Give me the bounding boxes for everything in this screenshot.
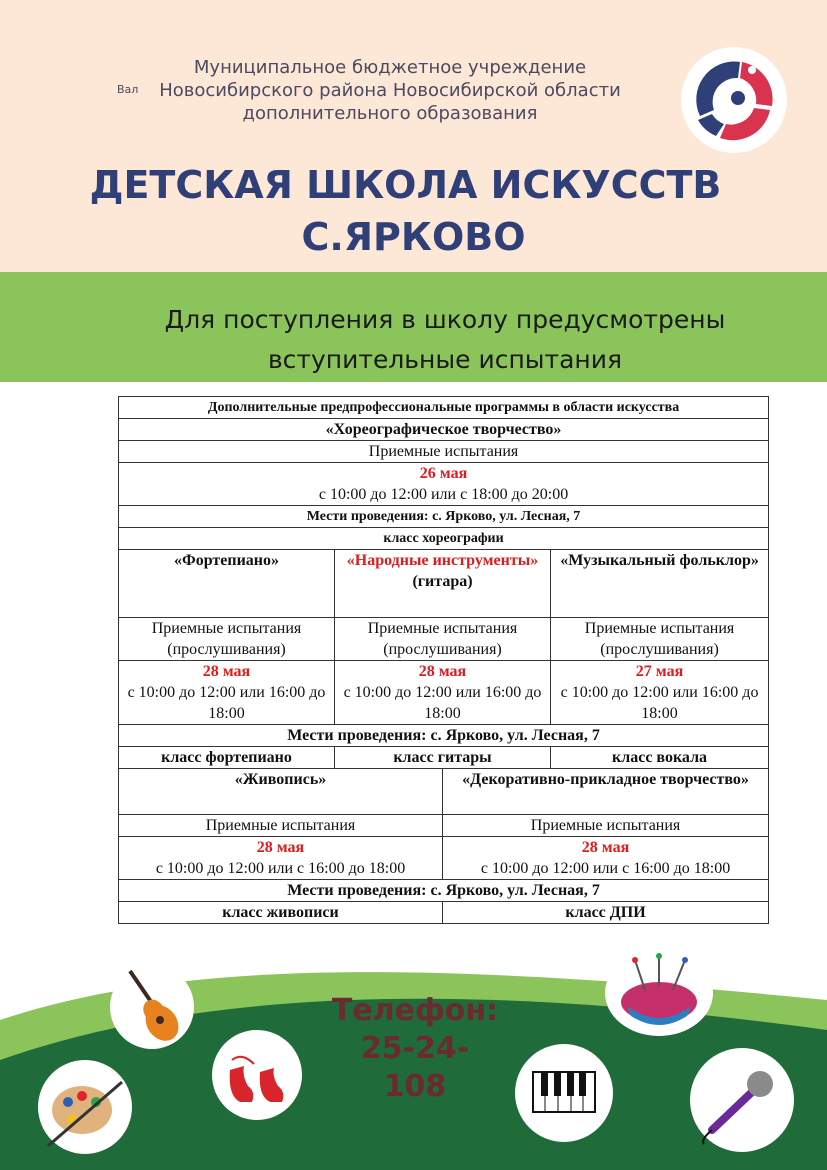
microphone-icon bbox=[690, 1048, 794, 1152]
painting-datetime bbox=[119, 837, 443, 880]
folklore-room: класс вокала bbox=[551, 747, 769, 769]
folklore-exam: Приемные испытания (прослушивания) bbox=[551, 618, 769, 661]
guitar-icon bbox=[110, 965, 194, 1049]
decor-program-name: «Декоративно-прикладное творчество» bbox=[443, 769, 769, 815]
decor-datetime bbox=[443, 837, 769, 880]
pincushion-icon bbox=[605, 950, 713, 1036]
decor-room: класс ДПИ bbox=[443, 902, 769, 924]
folk-instr-program bbox=[335, 550, 551, 618]
school-location: С.ЯРКОВО bbox=[301, 215, 526, 259]
folklore-time: с 10:00 до 12:00 или 16:00 до 18:00 bbox=[560, 684, 759, 722]
table-heading: Дополнительные предпрофессиональные программы в области искусства bbox=[119, 397, 769, 419]
folk-instr-datetime bbox=[335, 661, 551, 725]
folk-instr-note: (гитара) bbox=[412, 573, 473, 590]
folk-instr-room: класс гитары bbox=[335, 747, 551, 769]
painting-date: 28 мая bbox=[256, 839, 305, 856]
pincushion-icon-circle bbox=[605, 950, 713, 1036]
painting-program-name: «Живопись» bbox=[119, 769, 443, 815]
painting-exam: Приемные испытания bbox=[119, 815, 443, 837]
intro-line-1: Для поступления в школу предусмотрены bbox=[164, 305, 726, 334]
folk-instr-exam: Приемные испытания (прослушивания) bbox=[335, 618, 551, 661]
phone-number[interactable]: 25-24-108 bbox=[360, 1031, 470, 1104]
phone-block bbox=[330, 992, 500, 1106]
choreo-program-name: «Хореографическое творчество» bbox=[119, 419, 769, 441]
folklore-date: 27 мая bbox=[635, 663, 684, 680]
piano-keys-icon bbox=[515, 1044, 613, 1142]
folk-instr-time: с 10:00 до 12:00 или 16:00 до 18:00 bbox=[343, 684, 542, 722]
phone-label: Телефон: bbox=[331, 993, 499, 1028]
piano-date: 28 мая bbox=[202, 663, 251, 680]
dance-shoes-icon bbox=[212, 1030, 302, 1120]
choreo-date: 26 мая bbox=[419, 465, 468, 482]
palette-icon bbox=[38, 1060, 132, 1154]
choreo-room: класс хореографии bbox=[119, 528, 769, 550]
painting-room: класс живописи bbox=[119, 902, 443, 924]
piano-program-name: «Фортепиано» bbox=[119, 550, 335, 618]
folk-instr-program-name: «Народные инструменты» bbox=[346, 552, 539, 569]
palette-icon-circle bbox=[38, 1060, 132, 1154]
guitar-icon-circle bbox=[110, 965, 194, 1049]
art-place: Мести проведения: с. Ярково, ул. Лесная, 7 bbox=[119, 880, 769, 902]
folklore-program-name: «Музыкальный фольклор» bbox=[551, 550, 769, 618]
choreo-datetime bbox=[119, 463, 769, 506]
folk-instr-date: 28 мая bbox=[418, 663, 467, 680]
decor-exam: Приемные испытания bbox=[443, 815, 769, 837]
schedule-table bbox=[118, 396, 769, 924]
painting-time: с 10:00 до 12:00 или с 16:00 до 18:00 bbox=[155, 860, 406, 877]
piano-exam: Приемные испытания (прослушивания) bbox=[119, 618, 335, 661]
dance-shoes-icon-circle bbox=[212, 1030, 302, 1120]
decor-time: с 10:00 до 12:00 или с 16:00 до 18:00 bbox=[480, 860, 731, 877]
piano-datetime bbox=[119, 661, 335, 725]
folklore-datetime bbox=[551, 661, 769, 725]
decor-date: 28 мая bbox=[581, 839, 630, 856]
microphone-icon-circle bbox=[690, 1048, 794, 1152]
choreo-place: Мести проведения: с. Ярково, ул. Лесная, 7 bbox=[119, 506, 769, 528]
school-logo-icon bbox=[680, 46, 788, 154]
choreo-exam: Приемные испытания bbox=[119, 441, 769, 463]
piano-room: класс фортепиано bbox=[119, 747, 335, 769]
choreo-time: с 10:00 до 12:00 или с 18:00 до 20:00 bbox=[318, 486, 569, 503]
music-place: Мести проведения: с. Ярково, ул. Лесная, 7 bbox=[119, 725, 769, 747]
school-title: ДЕТСКАЯ ШКОЛА ИСКУССТВ bbox=[89, 163, 722, 207]
header-line-3: дополнительного образования bbox=[242, 103, 538, 124]
header-line-1: Муниципальное бюджетное учреждение bbox=[193, 57, 587, 78]
intro-line-2: вступительные испытания bbox=[267, 345, 623, 374]
header-prefix: Вал bbox=[117, 83, 139, 96]
piano-keys-icon-circle bbox=[515, 1044, 613, 1142]
piano-time: с 10:00 до 12:00 или 16:00 до 18:00 bbox=[127, 684, 326, 722]
header-line-2: Новосибирского района Новосибирской области bbox=[159, 80, 621, 101]
